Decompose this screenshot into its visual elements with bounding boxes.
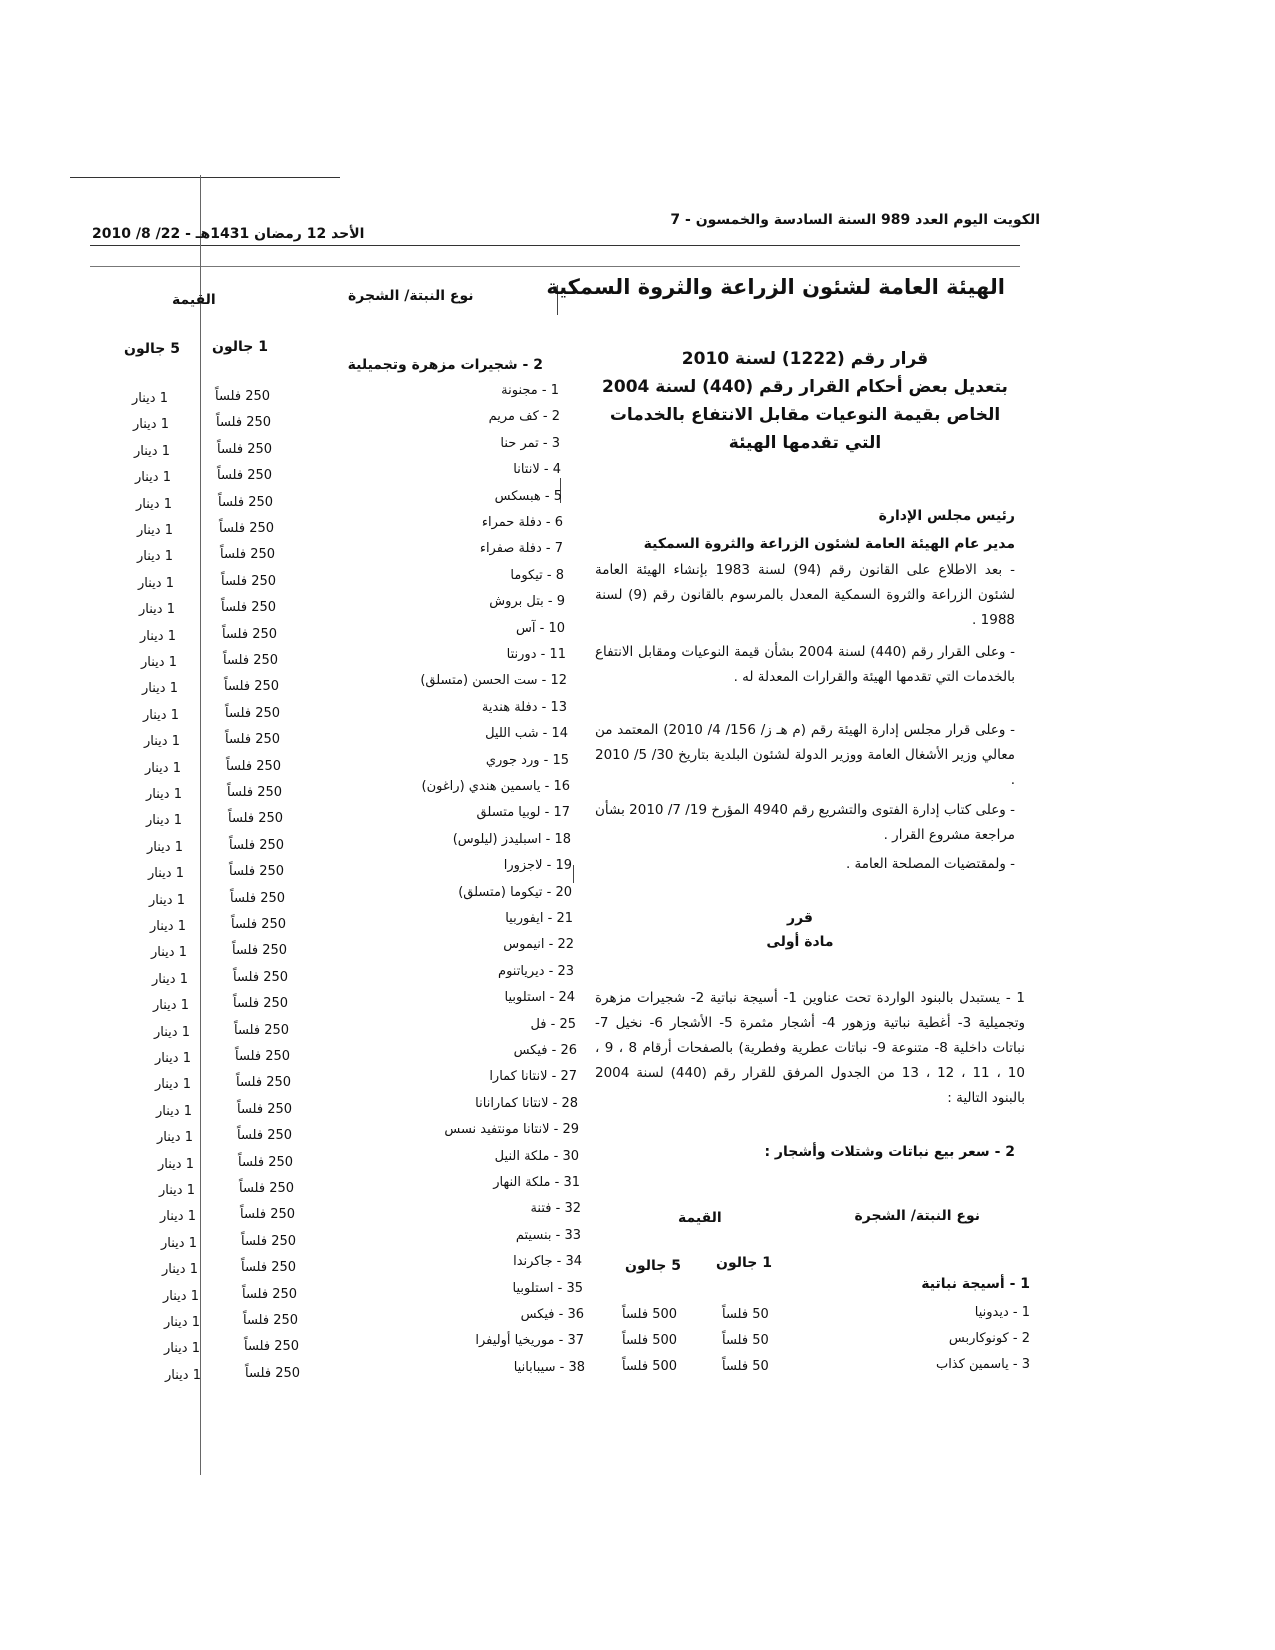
left-row-11-name: 11 - دورنتا xyxy=(506,647,566,662)
left-row-33-name: 33 - بنسيتم xyxy=(515,1228,581,1243)
small-row-3-g1: 50 فلساً xyxy=(722,1359,769,1374)
left-row-18-gallon5: 1 دينار xyxy=(147,840,183,855)
left-row-26-gallon5: 1 دينار xyxy=(155,1051,191,1066)
left-row-8-gallon1: 250 فلساً xyxy=(221,574,277,589)
small-row-3-g5: 500 فلساً xyxy=(622,1359,678,1374)
left-row-15-gallon5: 1 دينار xyxy=(145,761,181,776)
decided-heading: قرر xyxy=(787,910,813,926)
small-row-1-name: 1 - ديدونيا xyxy=(974,1305,1030,1320)
small-row-2-name: 2 - كونوكاربس xyxy=(948,1331,1030,1346)
left-row-16-name: 16 - ياسمين هندي (راغون) xyxy=(421,779,570,794)
small-row-3-name: 3 - ياسمين كذاب xyxy=(935,1357,1030,1372)
left-row-29-name: 29 - لانتانا مونتفيد نسس xyxy=(444,1122,579,1137)
left-row-24-name: 24 - استلوبيا xyxy=(504,990,575,1005)
small-group-title: 1 - أسيجة نباتية xyxy=(921,1276,1030,1292)
left-row-19-name: 19 - لاجزورا xyxy=(503,858,572,873)
left-row-28-gallon5: 1 دينار xyxy=(156,1104,192,1119)
left-row-28-gallon1: 250 فلساً xyxy=(237,1102,293,1117)
left-row-30-gallon1: 250 فلساً xyxy=(238,1155,294,1170)
small-row-2-g1: 50 فلساً xyxy=(722,1333,769,1348)
left-row-13-name: 13 - دفلة هندية xyxy=(481,700,567,715)
left-row-8-gallon5: 1 دينار xyxy=(138,576,174,591)
left-row-5-gallon5: 1 دينار xyxy=(136,497,172,512)
left-row-25-gallon1: 250 فلساً xyxy=(234,1023,290,1038)
left-row-2-gallon5: 1 دينار xyxy=(133,417,169,432)
left-row-31-name: 31 - ملكة النهار xyxy=(493,1175,580,1190)
left-row-7-gallon1: 250 فلساً xyxy=(220,547,276,562)
left-row-2-name: 2 - كف مريم xyxy=(488,409,560,424)
header-rule-bottom xyxy=(90,266,1020,267)
left-row-4-name: 4 - لانتانا xyxy=(513,462,561,477)
left-row-33-gallon1: 250 فلساً xyxy=(241,1234,297,1249)
left-gallon1-header: 1 جالون xyxy=(212,339,268,355)
left-row-25-gallon5: 1 دينار xyxy=(154,1025,190,1040)
left-row-29-gallon5: 1 دينار xyxy=(157,1130,193,1145)
left-row-25-name: 25 - فل xyxy=(530,1017,576,1032)
decision-line-3: الخاص بقيمة النوعيات مقابل الانتفاع بالخدمات xyxy=(609,405,1001,425)
left-row-11-gallon5: 1 دينار xyxy=(141,655,177,670)
left-row-34-name: 34 - جاكرندا xyxy=(513,1254,582,1269)
left-row-37-gallon5: 1 دينار xyxy=(164,1341,200,1356)
header-date: الأحد 12 رمضان 1431هـ - 22/ 8/ 2010 xyxy=(92,226,365,242)
left-row-14-gallon1: 250 فلساً xyxy=(225,732,281,747)
left-row-1-gallon5: 1 دينار xyxy=(132,391,168,406)
left-row-22-gallon5: 1 دينار xyxy=(151,945,187,960)
left-row-24-gallon1: 250 فلساً xyxy=(233,996,289,1011)
left-row-31-gallon1: 250 فلساً xyxy=(239,1181,295,1196)
left-row-1-name: 1 - مجنونة xyxy=(501,383,559,398)
top-rule xyxy=(70,177,340,178)
left-row-37-name: 37 - موريخيا أوليفرا xyxy=(475,1333,584,1348)
left-row-20-name: 20 - تيكوما (متسلق) xyxy=(458,885,572,900)
left-row-32-name: 32 - فتنة xyxy=(530,1201,581,1216)
left-row-35-gallon1: 250 فلساً xyxy=(242,1287,298,1302)
left-row-9-gallon5: 1 دينار xyxy=(139,602,175,617)
left-row-21-gallon1: 250 فلساً xyxy=(231,917,287,932)
left-row-9-gallon1: 250 فلساً xyxy=(221,600,277,615)
left-row-11-gallon1: 250 فلساً xyxy=(223,653,279,668)
left-row-31-gallon5: 1 دينار xyxy=(159,1183,195,1198)
left-row-13-gallon5: 1 دينار xyxy=(143,708,179,723)
decision-title-block xyxy=(585,345,1025,457)
left-row-9-name: 9 - بتل بروش xyxy=(489,594,565,609)
left-row-17-gallon1: 250 فلساً xyxy=(228,811,284,826)
left-row-3-name: 3 - تمر حنا xyxy=(500,436,560,451)
small-value-header: القيمة xyxy=(678,1210,722,1226)
left-row-3-gallon5: 1 دينار xyxy=(134,444,170,459)
left-row-35-name: 35 - استلوبيا xyxy=(512,1281,583,1296)
left-row-14-name: 14 - شب الليل xyxy=(485,726,568,741)
left-row-12-gallon1: 250 فلساً xyxy=(224,679,280,694)
article-one-heading: مادة أولى xyxy=(766,934,834,950)
left-row-16-gallon5: 1 دينار xyxy=(146,787,182,802)
left-row-18-gallon1: 250 فلساً xyxy=(229,838,285,853)
left-row-38-name: 38 - سيبابانيا xyxy=(513,1360,585,1375)
left-row-17-name: 17 - لوبيا متسلق xyxy=(476,805,570,820)
left-row-28-name: 28 - لانتانا كمارانانا xyxy=(475,1096,578,1111)
left-row-26-gallon1: 250 فلساً xyxy=(235,1049,291,1064)
left-row-15-name: 15 - ورد جوري xyxy=(485,753,569,768)
left-row-2-gallon1: 250 فلساً xyxy=(216,415,272,430)
left-row-20-gallon1: 250 فلساً xyxy=(230,891,286,906)
left-row-23-name: 23 - ديرياتنوم xyxy=(498,964,574,979)
board-chair: رئيس مجلس الإدارة xyxy=(878,508,1015,524)
left-row-17-gallon5: 1 دينار xyxy=(146,813,182,828)
left-row-21-gallon5: 1 دينار xyxy=(150,919,186,934)
left-row-34-gallon1: 250 فلساً xyxy=(241,1260,297,1275)
left-row-4-gallon5: 1 دينار xyxy=(135,470,171,485)
preamble-4: - وعلى كتاب إدارة الفتوى والتشريع رقم 4940 المؤرخ 19/ 7/ 2010 بشأن مراجعة مشروع القرار . xyxy=(595,802,1015,843)
article-one-text: 1 - يستبدل بالبنود الواردة تحت عناوين 1- أسيجة نباتية 2- شجيرات مزهرة وتجميلية 3- أغطية نباتية وزهور 4- أشجار مثمرة 5- الأشجار 6- نخيل 7- نباتات داخلية 8- متنوعة 9- نباتات عطرية وفطرية) بالصفحات أرقام 8 ، 9 ، 10 ، 11 ، 12 ، 13 من الجدول المرفق للقرار رقم (440) لسنة 2004 بالبنود التالية : xyxy=(595,990,1025,1106)
left-row-4-gallon1: 250 فلساً xyxy=(217,468,273,483)
director-title: مدير عام الهيئة العامة لشئون الزراعة والثروة السمكية xyxy=(643,536,1015,552)
left-row-23-gallon1: 250 فلساً xyxy=(233,970,289,985)
left-row-7-name: 7 - دفلة صفراء xyxy=(479,541,563,556)
left-row-20-gallon5: 1 دينار xyxy=(149,893,185,908)
left-row-15-gallon1: 250 فلساً xyxy=(226,759,282,774)
left-row-10-gallon1: 250 فلساً xyxy=(222,627,278,642)
left-row-6-gallon1: 250 فلساً xyxy=(219,521,275,536)
left-row-21-name: 21 - ايفوربيا xyxy=(505,911,573,926)
left-row-6-name: 6 - دفلة حمراء xyxy=(481,515,563,530)
left-row-3-gallon1: 250 فلساً xyxy=(217,442,273,457)
left-row-32-gallon5: 1 دينار xyxy=(160,1209,196,1224)
left-type-header: نوع النبتة/ الشجرة xyxy=(348,288,474,304)
left-row-7-gallon5: 1 دينار xyxy=(137,549,173,564)
left-value-header: القيمة xyxy=(172,292,216,308)
left-gallon5-header: 5 جالون xyxy=(124,341,180,357)
small-gallon1-header: 1 جالون xyxy=(716,1255,772,1271)
left-row-27-gallon5: 1 دينار xyxy=(155,1077,191,1092)
left-row-19-gallon1: 250 فلساً xyxy=(229,864,285,879)
section-two-heading: 2 - سعر بيع نباتات وشتلات وأشجار : xyxy=(764,1144,1015,1160)
authority-title: الهيئة العامة لشئون الزراعة والثروة السمكية xyxy=(546,275,1005,299)
small-gallon5-header: 5 جالون xyxy=(625,1258,681,1274)
left-row-36-gallon5: 1 دينار xyxy=(164,1315,200,1330)
left-row-18-name: 18 - اسبليدز (ليلوس) xyxy=(452,832,571,847)
left-row-35-gallon5: 1 دينار xyxy=(163,1289,199,1304)
preamble-1: - بعد الاطلاع على القانون رقم (94) لسنة 1983 بإنشاء الهيئة العامة لشئون الزراعة والثروة السمكية المعدل بالمرسوم بالقانون رقم (9) لسنة 1988 . xyxy=(595,562,1015,628)
left-row-26-name: 26 - فيكس xyxy=(513,1043,577,1058)
left-row-1-gallon1: 250 فلساً xyxy=(215,389,271,404)
left-row-34-gallon5: 1 دينار xyxy=(162,1262,198,1277)
left-row-10-gallon5: 1 دينار xyxy=(140,629,176,644)
left-row-22-name: 22 - انيموس xyxy=(503,937,574,952)
left-row-27-gallon1: 250 فلساً xyxy=(236,1075,292,1090)
left-row-24-gallon5: 1 دينار xyxy=(153,998,189,1013)
left-row-37-gallon1: 250 فلساً xyxy=(244,1339,300,1354)
small-row-2-g5: 500 فلساً xyxy=(622,1333,678,1348)
left-group-title: 2 - شجيرات مزهرة وتجميلية xyxy=(347,357,543,373)
left-row-27-name: 27 - لانتانا كمارا xyxy=(489,1069,577,1084)
left-row-12-gallon5: 1 دينار xyxy=(142,681,178,696)
vertical-scan-line xyxy=(200,175,201,1475)
left-row-5-name: 5 - هبسكس xyxy=(494,489,562,504)
left-row-16-gallon1: 250 فلساً xyxy=(227,785,283,800)
small-type-header: نوع النبتة/ الشجرة xyxy=(854,1208,980,1224)
decision-line-4: التي تقدمها الهيئة xyxy=(728,433,882,453)
left-row-36-gallon1: 250 فلساً xyxy=(243,1313,299,1328)
left-row-12-name: 12 - ست الحسن (متسلق) xyxy=(420,673,567,688)
left-row-6-gallon5: 1 دينار xyxy=(137,523,173,538)
preamble-2: - وعلى القرار رقم (440) لسنة 2004 بشأن قيمة النوعيات ومقابل الانتفاع بالخدمات التي تقدمها الهيئة والقرارات المعدلة له . xyxy=(595,644,1016,685)
left-row-38-gallon5: 1 دينار xyxy=(165,1368,201,1383)
left-row-22-gallon1: 250 فلساً xyxy=(232,943,288,958)
left-row-5-gallon1: 250 فلساً xyxy=(218,495,274,510)
left-row-30-gallon5: 1 دينار xyxy=(158,1157,194,1172)
left-row-33-gallon5: 1 دينار xyxy=(161,1236,197,1251)
left-row-8-name: 8 - تيكوما xyxy=(510,568,564,583)
left-row-13-gallon1: 250 فلساً xyxy=(225,706,281,721)
header-issue-info: الكويت اليوم العدد 989 السنة السادسة والخمسون - 7 xyxy=(670,212,1040,228)
left-row-38-gallon1: 250 فلساً xyxy=(245,1366,301,1381)
header-rule-top xyxy=(90,245,1020,246)
column-divider-3 xyxy=(573,865,574,883)
left-row-30-name: 30 - ملكة النيل xyxy=(494,1149,579,1164)
left-row-14-gallon5: 1 دينار xyxy=(144,734,180,749)
left-row-23-gallon5: 1 دينار xyxy=(152,972,188,987)
left-row-36-name: 36 - فيكس xyxy=(520,1307,584,1322)
preamble-3: - وعلى قرار مجلس إدارة الهيئة رقم (م هـ ز/ 156/ 4/ 2010) المعتمد من معالي وزير الأشغال العامة ووزير الدولة لشئون البلدية بتاريخ 30/ 5/ 2010 . xyxy=(595,722,1016,788)
left-row-19-gallon5: 1 دينار xyxy=(148,866,184,881)
preamble-5: - ولمقتضيات المصلحة العامة . xyxy=(845,856,1015,872)
small-row-1-g5: 500 فلساً xyxy=(622,1307,678,1322)
decision-line-1: قرار رقم (1222) لسنة 2010 xyxy=(681,349,929,369)
small-row-1-g1: 50 فلساً xyxy=(722,1307,769,1322)
left-row-32-gallon1: 250 فلساً xyxy=(240,1207,296,1222)
left-row-29-gallon1: 250 فلساً xyxy=(237,1128,293,1143)
left-row-10-name: 10 - آس xyxy=(516,621,565,636)
decision-line-2: بتعديل بعض أحكام القرار رقم (440) لسنة 2004 xyxy=(602,377,1008,397)
